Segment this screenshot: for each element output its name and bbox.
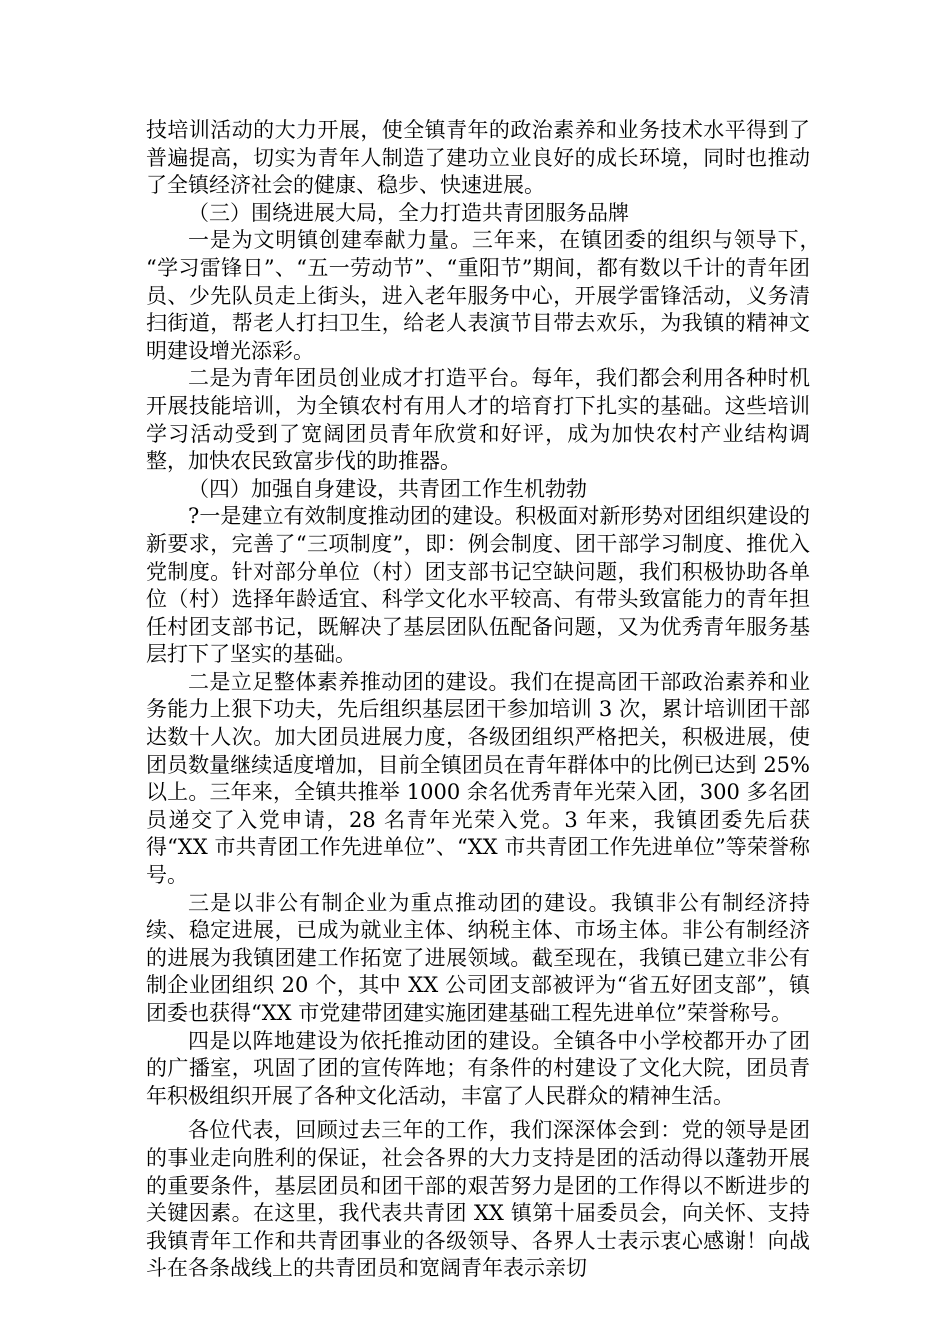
section-heading-3: （三）围绕进展大局，全力打造共青团服务品牌 xyxy=(188,200,629,225)
paragraph-9: 四是以阵地建设为依托推动团的建设。全镇各中小学校都开办了团的广播室，巩固了团的宣传阵地；有条件的村建设了文化大院，团员青年积极组织开展了各种文化活动，丰富了人民群众的精神生活。 xyxy=(146,1028,810,1108)
paragraph-6: ?一是建立有效制度推动团的建设。积极面对新形势对团组织建设的新要求，完善了“三项制度”，即：例会制度、团干部学习制度、推优入党制度。针对部分单位（村）团支部书记空缺问题，我们积极协助各单位（村）选择年龄适宜、科学文化水平较高、有带头致富能力的青年担任村团支部书记，既解决了基层团队伍配备问题，又为优秀青年服务基层打下了坚实的基础。 xyxy=(146,504,810,667)
section-heading-4: （四）加强自身建设，共青团工作生机勃勃 xyxy=(188,476,587,501)
paragraph-1: 技培训活动的大力开展，使全镇青年的政治素养和业务技术水平得到了普遍提高，切实为青年人制造了建功立业良好的成长环境，同时也推动了全镇经济社会的健康、稳步、快速进展。 xyxy=(146,118,810,198)
paragraph-8: 三是以非公有制企业为重点推动团的建设。我镇非公有制经济持续、稳定进展，已成为就业主体、纳税主体、市场主体。非公有制经济的进展为我镇团建工作拓宽了进展领域。截至现在，我镇已建立非公有制企业团组织 20 个，其中 XX 公司团支部被评为“省五好团支部”，镇团委也获得“XX 市党建带团建实施团建基础工程先进单位”荣誉称号。 xyxy=(146,890,810,1025)
paragraph-7: 二是立足整体素养推动团的建设。我们在提高团干部政治素养和业务能力上狠下功夫，先后组织基层团干参加培训 3 次，累计培训团干部达数十人次。加大团员进展力度，各级团组织严格把关，积极进展，使团员数量继续适度增加，目前全镇团员在青年群体中的比例已达到 25%以上。三年来，全镇共推举 1000 余名优秀青年光荣入团，300 多名团员递交了入党申请，28 名青年光荣入党。3 年来，我镇团委先后获得“XX 市共青团工作先进单位”、“XX 市共青团工作先进单位”等荣誉称号。 xyxy=(146,669,810,888)
document-body xyxy=(146,117,831,1283)
paragraph-3: 一是为文明镇创建奉献力量。三年来，在镇团委的组织与领导下， “学习雷锋日”、“五一劳动节”、“重阳节”期间，都有数以千计的青年团员、少先队员走上街头，进入老年服务中心，开展学雷锋活动，义务清扫街道，帮老人打扫卫生，给老人表演节目带去欢乐，为我镇的精神文明建设增光添彩。 xyxy=(146,228,831,363)
paragraph-4: 二是为青年团员创业成才打造平台。每年，我们都会利用各种时机开展技能培训，为全镇农村有用人才的培育打下扎实的基础。这些培训学习活动受到了宽阔团员青年欣赏和好评，成为加快农村产业结构调整，加快农民致富步伐的助推器。 xyxy=(146,366,810,474)
paragraph-10: 各位代表，回顾过去三年的工作，我们深深体会到：党的领导是团的事业走向胜利的保证，社会各界的大力支持是团的活动得以蓬勃开展的重要条件，基层团员和团干部的艰苦努力是团的工作得以不断进步的关键因素。在这里，我代表共青团 XX 镇第十届委员会，向关怀、支持我镇青年工作和共青团事业的各级领导、各界人士表示衷心感谢！向战斗在各条战线上的共青团员和宽阔青年表示亲切 xyxy=(146,1118,810,1281)
